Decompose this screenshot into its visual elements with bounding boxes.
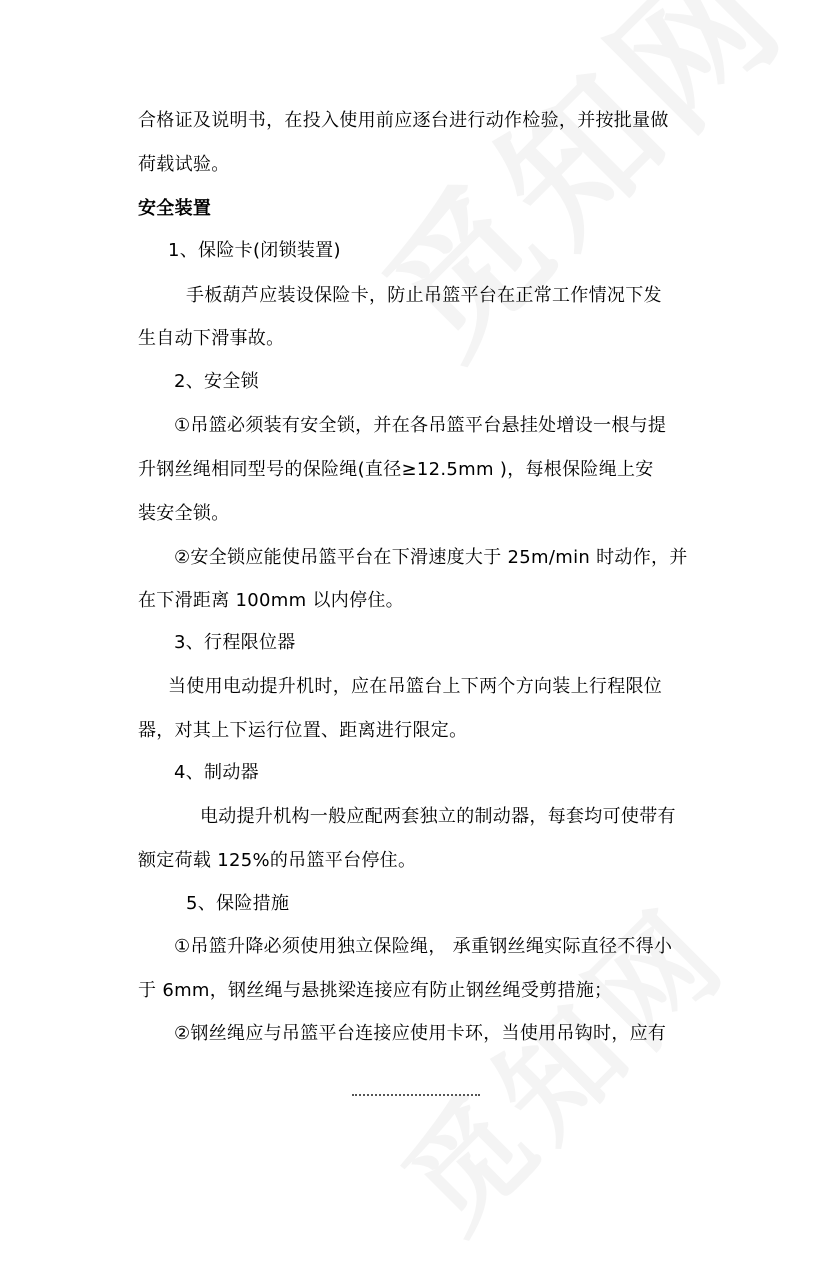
paragraph-line: 荷载试验。	[138, 154, 230, 175]
paragraph-line: ②钢丝绳应与吊篮平台连接应使用卡环，当使用吊钩时，应有	[174, 1023, 667, 1044]
paragraph-line: 于 6mm，钢丝绳与悬挑梁连接应有防止钢丝绳受剪措施；	[138, 980, 613, 1001]
watermark	[360, 864, 757, 1261]
paragraph-line: 额定荷载 125%的吊篮平台停住。	[138, 850, 417, 871]
section-heading: 安全装置	[138, 198, 212, 219]
paragraph-line: ①吊篮必须装有安全锁，并在各吊篮平台悬挂处增设一根与提	[174, 415, 667, 436]
footer-dotted-rule	[352, 1094, 480, 1096]
paragraph-line: ②安全锁应能使吊篮平台在下滑速度大于 25m/min 时动作，并	[174, 547, 688, 568]
subheading: 5、保险措施	[186, 893, 290, 914]
subheading: 4、制动器	[174, 762, 259, 783]
subheading: 3、行程限位器	[174, 632, 296, 653]
paragraph-line: 器，对其上下运行位置、距离进行限定。	[138, 720, 468, 741]
subheading: 2、安全锁	[174, 371, 259, 392]
paragraph-line: 装安全锁。	[138, 503, 230, 524]
paragraph-line: 升钢丝绳相同型号的保险绳(直径≥12.5mm )，每根保险绳上安	[138, 459, 654, 480]
paragraph-line: 合格证及说明书，在投入使用前应逐台进行动作检验，并按批量做	[138, 110, 669, 131]
paragraph-line: 在下滑距离 100mm 以内停住。	[138, 590, 404, 611]
paragraph-line: ①吊篮升降必须使用独立保险绳， 承重钢丝绳实际直径不得小	[174, 936, 673, 957]
paragraph-line: 生自动下滑事故。	[138, 328, 285, 349]
paragraph-line: 电动提升机构一般应配两套独立的制动器，每套均可使带有	[200, 806, 676, 827]
paragraph-line: 当使用电动提升机时，应在吊篮台上下两个方向装上行程限位	[168, 676, 663, 697]
subheading: 1、保险卡(闭锁装置)	[168, 240, 341, 261]
paragraph-line: 手板葫芦应装设保险卡，防止吊篮平台在正常工作情况下发	[186, 285, 662, 306]
watermark	[330, 0, 822, 393]
